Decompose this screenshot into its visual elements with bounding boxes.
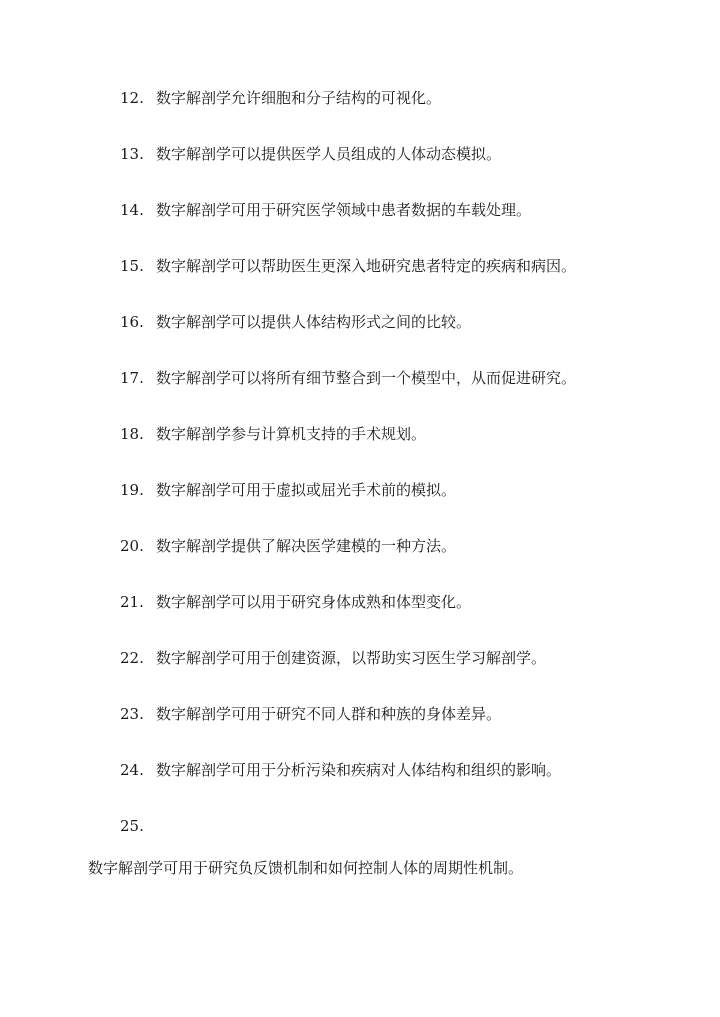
list-text: 数字解剖学可用于分析污染和疾病对人体结构和组织的影响。 <box>156 761 562 779</box>
list-item-17 <box>120 368 576 388</box>
list-number: 24. <box>120 761 144 779</box>
list-text: 数字解剖学提供了解决医学建模的一种方法。 <box>156 537 457 555</box>
list-number: 17. <box>120 369 144 387</box>
list-text: 数字解剖学可用于虚拟或屈光手术前的模拟。 <box>156 481 457 499</box>
list-item-12 <box>120 88 441 108</box>
list-text: 数字解剖学允许细胞和分子结构的可视化。 <box>156 89 442 107</box>
list-text: 数字解剖学可以用于研究身体成熟和体型变化。 <box>156 593 472 611</box>
list-item-13 <box>120 144 501 164</box>
list-text: 数字解剖学可以提供医学人员组成的人体动态模拟。 <box>156 145 502 163</box>
list-number: 19. <box>120 481 144 499</box>
list-item-16 <box>120 312 471 332</box>
list-text: 数字解剖学可用于研究不同人群和种族的身体差异。 <box>156 705 502 723</box>
list-number: 13. <box>120 145 144 163</box>
list-item-19 <box>120 480 456 500</box>
list-text: 数字解剖学参与计算机支持的手术规划。 <box>156 425 427 443</box>
list-number: 14. <box>120 201 144 219</box>
list-number: 18. <box>120 425 144 443</box>
list-item-23 <box>120 704 501 724</box>
list-item-22 <box>120 648 546 668</box>
list-item-15 <box>120 256 576 276</box>
list-text: 数字解剖学可以提供人体结构形式之间的比较。 <box>156 313 472 331</box>
list-item-25-text: 数字解剖学可用于研究负反馈机制和如何控制人体的周期性机制。 <box>88 859 524 877</box>
list-text: 数字解剖学可用于创建资源，以帮助实习医生学习解剖学。 <box>156 649 547 667</box>
list-number: 15. <box>120 257 144 275</box>
list-number: 21. <box>120 593 144 611</box>
list-item-14 <box>120 200 531 220</box>
list-number: 23. <box>120 705 144 723</box>
list-number: 20. <box>120 537 144 555</box>
list-text: 数字解剖学可以帮助医生更深入地研究患者特定的疾病和病因。 <box>156 257 577 275</box>
list-number: 25. <box>120 817 144 835</box>
list-item-20 <box>120 536 456 556</box>
list-number: 12. <box>120 89 144 107</box>
list-number: 22. <box>120 649 144 667</box>
list-item-21 <box>120 592 471 612</box>
list-text: 数字解剖学可用于研究医学领域中患者数据的车载处理。 <box>156 201 532 219</box>
list-item-18 <box>120 424 426 444</box>
list-number: 16. <box>120 313 144 331</box>
list-text: 数字解剖学可以将所有细节整合到一个模型中，从而促进研究。 <box>156 369 577 387</box>
list-item-24 <box>120 760 561 780</box>
list-item-25 <box>120 816 156 836</box>
